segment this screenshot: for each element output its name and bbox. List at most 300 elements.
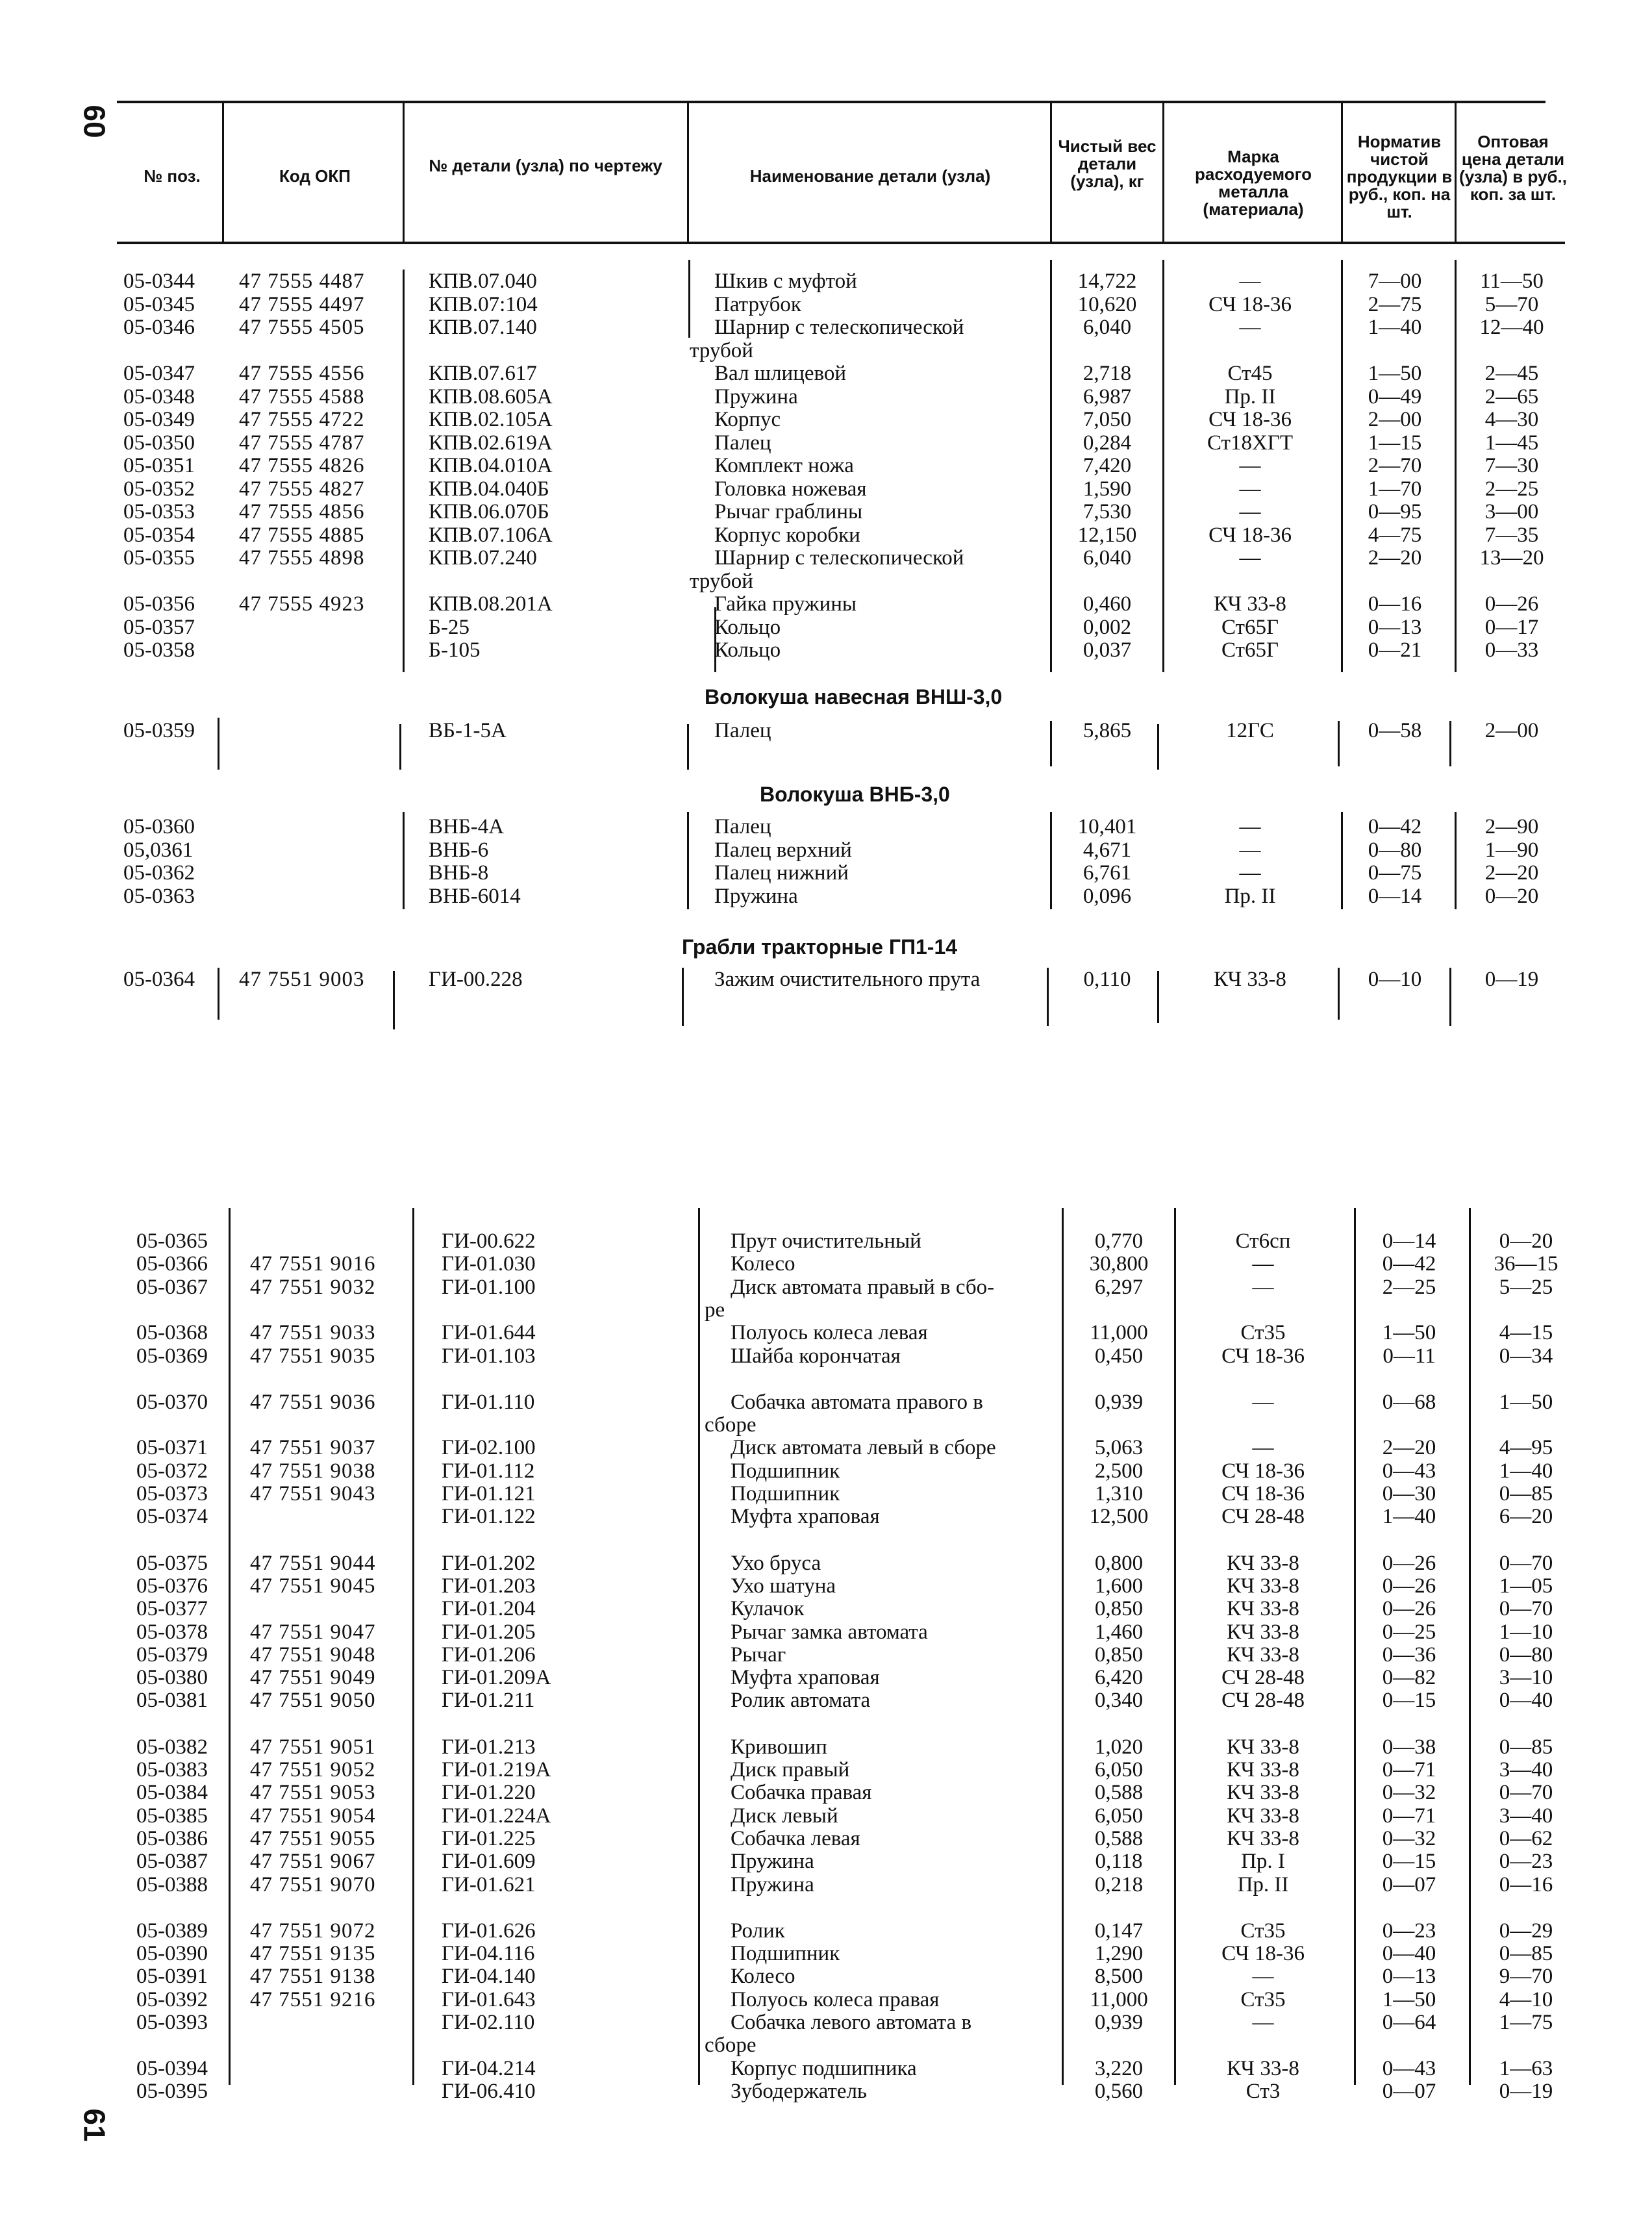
row-price: 0—34 — [1499, 1344, 1553, 1368]
row-weight: 8,500 — [1094, 1965, 1144, 1989]
row-name: Вал шлицевой — [714, 362, 847, 385]
row-pos: 05-0344 — [123, 270, 195, 293]
column-tick — [1449, 721, 1451, 766]
row-norm: 0—07 — [1382, 2079, 1436, 2103]
row-detail: ГИ-01.030 — [442, 1252, 536, 1276]
row-norm: 1—50 — [1368, 362, 1422, 385]
row-detail: ГИ-01.110 — [442, 1390, 535, 1414]
row-detail: ВБ-1-5А — [429, 719, 507, 742]
header-price: Оптовая цена детали (узла) в руб., коп. за шт. — [1459, 132, 1567, 204]
row-price: 1—50 — [1499, 1390, 1553, 1414]
row-okp: 47 7551 9048 — [250, 1643, 376, 1667]
row-name-continuation: сборе — [705, 2034, 757, 2058]
row-material: — — [1239, 454, 1261, 477]
row-weight: 7,050 — [1083, 408, 1132, 431]
row-norm: 0—58 — [1368, 719, 1422, 742]
row-detail: ВНБ-4А — [429, 815, 505, 838]
column-tick — [1050, 812, 1052, 909]
row-pos: 05-0392 — [136, 1987, 208, 2011]
row-name: Подшипник — [731, 1459, 840, 1483]
row-price: 1—10 — [1499, 1620, 1553, 1644]
header-divider — [1341, 103, 1343, 242]
row-detail: КПВ.07:104 — [429, 292, 538, 316]
row-detail: ГИ-01.121 — [442, 1482, 536, 1505]
row-name: Шарнир с телескопической — [714, 546, 964, 570]
row-norm: 0—13 — [1368, 615, 1422, 639]
row-okp: 47 7551 9138 — [250, 1965, 376, 1989]
row-okp: 47 7551 9055 — [250, 1826, 376, 1850]
table-row — [0, 1804, 1652, 1828]
row-pos: 05-0382 — [136, 1735, 208, 1759]
row-okp: 47 7551 9054 — [250, 1804, 376, 1828]
row-price: 2—90 — [1484, 815, 1539, 838]
column-tick — [403, 812, 405, 909]
table-row — [0, 885, 1652, 908]
page-number-top: 60 — [77, 105, 112, 138]
table-row — [0, 546, 1652, 570]
row-pos: 05-0371 — [136, 1436, 208, 1460]
column-tick — [1047, 968, 1049, 1026]
row-pos: 05-0368 — [136, 1321, 208, 1345]
row-price: 12—40 — [1479, 316, 1544, 339]
row-weight: 2,500 — [1094, 1459, 1144, 1483]
row-material: Ст65Г — [1221, 638, 1279, 662]
row-weight: 1,310 — [1094, 1482, 1144, 1505]
row-material: КЧ 33-8 — [1227, 1758, 1299, 1782]
row-material: СЧ 18-36 — [1208, 408, 1292, 431]
row-price: 0—62 — [1499, 1826, 1553, 1850]
row-detail: ВНБ-6014 — [429, 884, 521, 908]
row-pos: 05-0357 — [123, 615, 195, 639]
row-material: — — [1239, 316, 1261, 339]
section-title: Волокуша ВНБ-3,0 — [760, 783, 950, 806]
row-detail: КПВ.07.240 — [429, 546, 537, 570]
row-detail: КПВ.02.105А — [429, 408, 553, 431]
row-name: Шкив с муфтой — [714, 270, 857, 293]
row-price: 4—15 — [1499, 1321, 1553, 1345]
row-okp: 47 7551 9135 — [250, 1942, 376, 1966]
row-weight: 0,118 — [1095, 1850, 1143, 1874]
row-price: 1—90 — [1484, 838, 1539, 862]
row-okp: 47 7555 4497 — [239, 292, 365, 316]
row-price: 4—10 — [1499, 1987, 1553, 2011]
row-detail: ГИ-01.203 — [442, 1574, 536, 1598]
row-detail: ВНБ-8 — [429, 861, 489, 885]
table-row — [0, 293, 1652, 316]
row-norm: 1—50 — [1382, 1987, 1436, 2011]
row-name: Палец нижний — [714, 861, 849, 885]
row-material: КЧ 33-8 — [1227, 1781, 1299, 1805]
row-norm: 0—43 — [1382, 2056, 1436, 2080]
row-detail: ГИ-01.122 — [442, 1505, 536, 1529]
table-row — [0, 454, 1652, 477]
table-row — [0, 719, 1652, 742]
row-norm: 1—40 — [1368, 316, 1422, 339]
row-material: — — [1252, 1252, 1274, 1276]
row-norm: 0—30 — [1382, 1482, 1436, 1505]
row-price: 7—30 — [1484, 454, 1539, 477]
row-pos: 05-0348 — [123, 384, 195, 409]
table-row — [0, 1574, 1652, 1598]
row-price: 2—45 — [1484, 362, 1539, 385]
row-material: СЧ 28-48 — [1221, 1505, 1305, 1529]
row-detail: ГИ-01.609 — [442, 1850, 536, 1874]
header-divider — [222, 103, 224, 242]
row-material: КЧ 33-8 — [1227, 1643, 1299, 1667]
row-pos: 05-0388 — [136, 1872, 208, 1896]
row-norm: 0—82 — [1382, 1666, 1436, 1690]
row-pos: 05-0372 — [136, 1459, 208, 1483]
row-norm: 2—75 — [1368, 292, 1422, 316]
row-detail: ГИ-01.209А — [442, 1666, 551, 1690]
row-price: 3—40 — [1499, 1804, 1553, 1828]
row-name: Кривошип — [731, 1735, 827, 1759]
row-pos: 05-0364 — [123, 968, 195, 991]
row-name: Ролик — [731, 1919, 785, 1943]
column-tick — [687, 812, 689, 909]
row-weight: 0,218 — [1094, 1872, 1144, 1896]
row-weight: 0,939 — [1094, 1390, 1144, 1414]
row-detail: Б-25 — [429, 615, 469, 639]
row-detail: ГИ-04.214 — [442, 2056, 536, 2080]
table-row — [0, 638, 1652, 662]
row-weight: 10,401 — [1077, 815, 1137, 838]
row-price: 2—00 — [1484, 719, 1539, 742]
row-material: Ст35 — [1240, 1919, 1286, 1943]
table-row — [0, 838, 1652, 862]
row-weight: 1,590 — [1083, 477, 1132, 501]
row-norm: 1—15 — [1368, 431, 1422, 455]
row-okp: 47 7551 9070 — [250, 1872, 376, 1896]
row-material: Ст65Г — [1221, 615, 1279, 639]
table-row — [0, 1666, 1652, 1689]
row-name: Собачка левого автомата в — [731, 2011, 972, 2034]
row-pos: 05-0367 — [136, 1275, 208, 1299]
row-weight: 2,718 — [1083, 362, 1132, 385]
header-divider — [687, 103, 689, 242]
row-weight: 10,620 — [1077, 292, 1137, 316]
row-material: — — [1252, 1965, 1274, 1989]
row-price: 5—25 — [1499, 1275, 1553, 1299]
row-price: 6—20 — [1499, 1505, 1553, 1529]
row-norm: 0—15 — [1382, 1689, 1436, 1713]
row-weight: 0,340 — [1094, 1689, 1144, 1713]
table-row — [0, 1873, 1652, 1896]
row-material: Пр. I — [1241, 1850, 1285, 1874]
row-detail: Б-105 — [429, 638, 481, 662]
row-detail: КПВ.08.201А — [429, 592, 553, 616]
row-weight: 0,770 — [1094, 1229, 1144, 1253]
row-name: Корпус подшипника — [731, 2056, 917, 2080]
row-name: Подшипник — [731, 1482, 840, 1505]
column-tick — [1449, 968, 1451, 1026]
row-material: — — [1239, 477, 1261, 501]
table-row — [0, 2011, 1652, 2034]
row-weight: 7,420 — [1083, 454, 1132, 477]
row-name: Шарнир с телескопической — [714, 316, 964, 339]
row-material: СЧ 18-36 — [1221, 1459, 1305, 1483]
row-pos: 05-0393 — [136, 2011, 208, 2034]
row-weight: 1,290 — [1094, 1942, 1144, 1966]
row-detail: ГИ-01.202 — [442, 1551, 536, 1575]
row-pos: 05-0358 — [123, 638, 195, 662]
column-tick — [1050, 721, 1052, 766]
row-name: Диск левый — [731, 1804, 838, 1828]
column-line — [698, 1208, 700, 2085]
row-detail: ГИ-02.110 — [442, 2011, 535, 2034]
row-price: 36—15 — [1494, 1252, 1558, 1276]
row-material: СЧ 18-36 — [1208, 292, 1292, 316]
row-detail: ГИ-01.220 — [442, 1781, 536, 1805]
row-name: Собачка правая — [731, 1781, 872, 1805]
row-name: Зубодержатель — [731, 2079, 868, 2103]
row-detail: ВНБ-6 — [429, 838, 489, 862]
table-row — [0, 1827, 1652, 1850]
row-okp: 47 7551 9053 — [250, 1781, 376, 1805]
column-line — [1354, 1208, 1356, 2085]
row-weight: 11,000 — [1090, 1987, 1148, 2011]
row-material: 12ГС — [1226, 719, 1274, 742]
row-okp: 47 7555 4827 — [239, 477, 365, 501]
row-detail: ГИ-00.228 — [429, 968, 523, 991]
row-okp: 47 7551 9045 — [250, 1574, 376, 1598]
row-price: 3—40 — [1499, 1758, 1553, 1782]
column-line — [229, 1208, 231, 2085]
table-row — [0, 1781, 1652, 1804]
row-material: КЧ 33-8 — [1227, 1826, 1299, 1850]
row-norm: 0—36 — [1382, 1643, 1436, 1667]
row-okp: 47 7555 4722 — [239, 408, 365, 431]
row-name: Пружина — [731, 1872, 814, 1896]
row-okp: 47 7551 9036 — [250, 1390, 376, 1414]
row-name: Пружина — [714, 884, 798, 908]
row-price: 4—30 — [1484, 408, 1539, 431]
row-norm: 0—25 — [1382, 1620, 1436, 1644]
row-norm: 2—25 — [1382, 1275, 1436, 1299]
row-okp: 47 7555 4923 — [239, 592, 365, 616]
row-norm: 0—14 — [1382, 1229, 1436, 1253]
row-material: КЧ 33-8 — [1227, 1620, 1299, 1644]
row-weight: 4,671 — [1083, 838, 1132, 862]
row-price: 7—35 — [1484, 523, 1539, 547]
table-row — [0, 1482, 1652, 1505]
table-row — [0, 592, 1652, 616]
row-weight: 0,800 — [1094, 1551, 1144, 1575]
row-name: Собачка левая — [731, 1826, 860, 1850]
row-price: 0—17 — [1484, 615, 1539, 639]
row-norm: 0—80 — [1368, 838, 1422, 862]
row-name: Пружина — [731, 1850, 814, 1874]
column-tick — [1157, 724, 1159, 770]
row-name: Собачка автомата правого в — [731, 1390, 983, 1414]
row-weight: 6,040 — [1083, 316, 1132, 339]
row-name: Рычаг замка автомата — [731, 1620, 928, 1644]
row-price: 0—19 — [1499, 2079, 1553, 2103]
row-pos: 05-0377 — [136, 1597, 208, 1621]
row-name-continuation: ре — [705, 1298, 725, 1322]
row-material: Ст3 — [1245, 2079, 1281, 2103]
row-norm: 1—70 — [1368, 477, 1422, 501]
row-material: — — [1252, 1390, 1274, 1414]
row-norm: 0—26 — [1382, 1597, 1436, 1621]
row-okp: 47 7555 4885 — [239, 523, 365, 547]
row-okp: 47 7551 9067 — [250, 1850, 376, 1874]
column-tick — [399, 724, 401, 770]
page-number-bottom: 61 — [77, 2108, 112, 2142]
row-name-continuation: трубой — [690, 569, 753, 593]
row-weight: 6,040 — [1083, 546, 1132, 570]
row-norm: 0—13 — [1382, 1965, 1436, 1989]
column-tick — [1341, 812, 1343, 909]
table-row — [0, 1942, 1652, 1965]
row-weight: 7,530 — [1083, 500, 1132, 523]
row-price: 0—19 — [1484, 968, 1539, 991]
row-okp: 47 7551 9044 — [250, 1551, 376, 1575]
row-price: 0—85 — [1499, 1735, 1553, 1759]
row-detail: ГИ-01.112 — [442, 1459, 535, 1483]
row-pos: 05-0366 — [136, 1252, 208, 1276]
row-material: КЧ 33-8 — [1227, 1574, 1299, 1598]
row-name: Ролик автомата — [731, 1689, 871, 1713]
row-pos: 05-0385 — [136, 1804, 208, 1828]
row-material: — — [1239, 861, 1261, 885]
row-pos: 05-0362 — [123, 861, 195, 885]
row-okp: 47 7555 4487 — [239, 270, 365, 293]
row-norm: 0—43 — [1382, 1459, 1436, 1483]
row-price: 0—23 — [1499, 1850, 1553, 1874]
row-material: Пр. II — [1224, 884, 1276, 908]
row-detail: ГИ-01.224А — [442, 1804, 551, 1828]
row-pos: 05-0386 — [136, 1826, 208, 1850]
row-pos: 05-0389 — [136, 1919, 208, 1943]
row-pos: 05-0349 — [123, 408, 195, 431]
row-weight: 0,284 — [1083, 431, 1132, 455]
table-row — [0, 385, 1652, 409]
column-tick — [218, 718, 219, 770]
row-detail: ГИ-01.644 — [442, 1321, 536, 1345]
row-norm: 0—71 — [1382, 1758, 1436, 1782]
row-pos: 05-0380 — [136, 1666, 208, 1690]
row-name: Палец — [714, 719, 771, 742]
row-name: Колесо — [731, 1252, 795, 1276]
table-row — [0, 1552, 1652, 1575]
table-row — [0, 316, 1652, 339]
row-name: Колесо — [731, 1965, 795, 1989]
row-name: Муфта храповая — [731, 1666, 880, 1690]
table-row — [0, 270, 1652, 293]
header-weight: Чистый вес детали (узла), кг — [1058, 136, 1157, 191]
row-price: 1—05 — [1499, 1574, 1553, 1598]
table-row — [0, 477, 1652, 501]
row-material: СЧ 18-36 — [1221, 1482, 1305, 1505]
row-price: 0—20 — [1484, 884, 1539, 908]
row-detail: ГИ-04.140 — [442, 1965, 536, 1989]
row-detail: ГИ-01.643 — [442, 1987, 536, 2011]
row-material: Пр. II — [1224, 384, 1276, 409]
row-pos: 05-0376 — [136, 1574, 208, 1598]
row-detail: КПВ.07.617 — [429, 362, 537, 385]
row-name: Подшипник — [731, 1942, 840, 1966]
row-price: 5—70 — [1484, 292, 1539, 316]
table-row — [0, 1620, 1652, 1644]
row-material: КЧ 33-8 — [1227, 1735, 1299, 1759]
row-name-continuation: сборе — [705, 1413, 757, 1437]
row-okp: 47 7555 4826 — [239, 454, 365, 477]
table-row — [0, 1344, 1652, 1368]
row-name: Палец — [714, 815, 771, 838]
row-weight: 0,110 — [1083, 968, 1131, 991]
row-detail: КПВ.04.040Б — [429, 477, 549, 501]
table-row — [0, 1965, 1652, 1988]
table-row — [0, 1321, 1652, 1344]
row-weight: 0,096 — [1083, 884, 1132, 908]
row-detail: ГИ-01.621 — [442, 1872, 536, 1896]
row-norm: 2—70 — [1368, 454, 1422, 477]
row-norm: 1—40 — [1382, 1505, 1436, 1529]
row-okp: 47 7551 9037 — [250, 1436, 376, 1460]
row-price: 0—70 — [1499, 1781, 1553, 1805]
column-tick — [682, 968, 684, 1026]
row-pos: 05-0391 — [136, 1965, 208, 1989]
row-okp: 47 7551 9035 — [250, 1344, 376, 1368]
row-material: КЧ 33-8 — [1227, 2056, 1299, 2080]
row-okp: 47 7555 4787 — [239, 431, 365, 455]
table-row — [0, 1735, 1652, 1759]
row-price: 1—40 — [1499, 1459, 1553, 1483]
row-detail: ГИ-01.225 — [442, 1826, 536, 1850]
row-norm: 2—20 — [1368, 546, 1422, 570]
row-okp: 47 7551 9003 — [239, 968, 365, 991]
row-pos: 05-0384 — [136, 1781, 208, 1805]
row-weight: 0,147 — [1094, 1919, 1144, 1943]
row-material: — — [1239, 500, 1261, 523]
row-material: Ст18ХГТ — [1207, 431, 1294, 455]
row-norm: 0—16 — [1368, 592, 1422, 616]
row-norm: 2—00 — [1368, 408, 1422, 431]
row-detail: ГИ-01.204 — [442, 1597, 536, 1621]
table-row — [0, 408, 1652, 431]
column-tick — [1157, 971, 1159, 1023]
row-pos: 05-0381 — [136, 1689, 208, 1713]
row-norm: 0—23 — [1382, 1919, 1436, 1943]
row-name-continuation: трубой — [690, 338, 753, 362]
row-weight: 0,037 — [1083, 638, 1132, 662]
row-detail: ГИ-01.626 — [442, 1919, 536, 1943]
column-tick — [1338, 968, 1340, 1020]
table-row — [0, 362, 1652, 385]
row-material: СЧ 18-36 — [1221, 1942, 1305, 1966]
row-material: СЧ 18-36 — [1221, 1344, 1305, 1368]
row-material: — — [1252, 1436, 1274, 1460]
row-norm: 2—20 — [1382, 1436, 1436, 1460]
row-name: Кольцо — [714, 615, 781, 639]
row-material: — — [1239, 270, 1261, 293]
row-price: 0—80 — [1499, 1643, 1553, 1667]
row-okp: 47 7551 9216 — [250, 1987, 376, 2011]
row-price: 0—16 — [1499, 1872, 1553, 1896]
row-pos: 05-0370 — [136, 1390, 208, 1414]
row-norm: 0—32 — [1382, 1781, 1436, 1805]
column-line — [1174, 1208, 1176, 2085]
row-detail: КПВ.04.010А — [429, 454, 553, 477]
row-price: 2—65 — [1484, 384, 1539, 409]
row-okp: 47 7551 9050 — [250, 1689, 376, 1713]
row-name: Шайба корончатая — [731, 1344, 901, 1368]
row-detail: ГИ-01.205 — [442, 1620, 536, 1644]
row-okp: 47 7551 9047 — [250, 1620, 376, 1644]
row-detail: ГИ-02.100 — [442, 1436, 536, 1460]
row-price: 1—45 — [1484, 431, 1539, 455]
